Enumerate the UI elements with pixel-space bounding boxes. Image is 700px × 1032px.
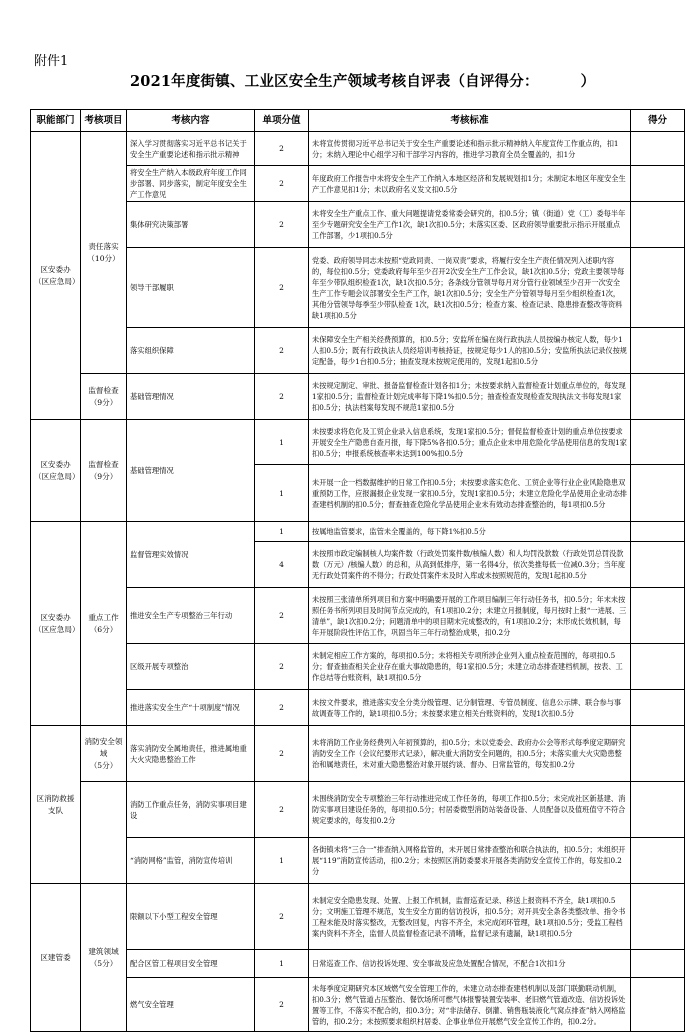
score-cell[interactable]	[631, 166, 685, 202]
dept-cell: 区安委办 （区应急局）	[31, 132, 81, 420]
table-row	[31, 644, 685, 690]
content-cell: 集体研究决策部署	[127, 202, 255, 248]
standard-cell: 未按照市政定编制核人均案件数（行政处罚案件数/核编人数）和人均罚没款数（行政处罚总罚没款数（万元）/核编人数）的总和，从高到低排序，第一名得4分，依次类推每低一位减0.3分；当年度无行政处罚案件的不得分；行政处罚案件未及时入库或未按照规范的，发现1起扣0.5分	[309, 542, 631, 588]
points-cell: 2	[255, 248, 309, 328]
content-cell: 深入学习贯彻落实习近平总书记关于安全生产重要论述和指示批示精神	[127, 132, 255, 166]
dept-cell: 区安委办 （区应急局）	[31, 420, 81, 522]
item-cell: 责任落实 （10分）	[81, 132, 127, 374]
content-cell: 基础管理情况	[127, 420, 255, 522]
score-cell[interactable]	[631, 884, 685, 950]
score-cell[interactable]	[631, 542, 685, 588]
table-row	[31, 884, 685, 950]
content-cell: 区级开展专项整治	[127, 644, 255, 690]
score-cell[interactable]	[631, 522, 685, 542]
standard-cell: 未将安全生产重点工作、重大问题提请党委常委会研究的，扣0.5分；镇（街道）党（工）委每半年至少专题研究安全生产工作1次，缺1次扣0.5分；未落实区委、区政府领导重要批示指示开展重点工作部署，少1项扣0.5分	[309, 202, 631, 248]
points-cell: 2	[255, 644, 309, 690]
standard-cell: 日常巡查工作、信访投诉处理、安全事故及应急处置配合情况，不配合1次扣1分	[309, 950, 631, 978]
dept-cell: 区消防救援支队	[31, 726, 81, 884]
points-cell: 2	[255, 588, 309, 644]
col-header-points: 单项分值	[255, 110, 309, 132]
points-cell: 2	[255, 202, 309, 248]
item-cell: 消防安全领域 （5分）	[81, 726, 127, 782]
table-row	[31, 202, 685, 248]
col-header-standard: 考核标准	[309, 110, 631, 132]
points-cell: 2	[255, 782, 309, 838]
standard-cell: 按属地监管要求，监管未全覆盖的，每下降1%扣0.5分	[309, 522, 631, 542]
table-row	[31, 374, 685, 420]
score-cell[interactable]	[631, 374, 685, 420]
content-cell: 燃气安全管理	[127, 978, 255, 1032]
standard-cell: 年度政府工作报告中未将安全生产工作纳入本地区经济和发展规划扣1分；未制定本地区年度安全生产工作意见扣1分；未以政府名义发文扣0.5分	[309, 166, 631, 202]
content-cell: “消防网格”监管，消防宣传培训	[127, 838, 255, 884]
points-cell: 2	[255, 884, 309, 950]
content-cell: 推进安全生产专项整治三年行动	[127, 588, 255, 644]
item-cell: 重点工作 （6分）	[81, 522, 127, 726]
standard-cell: 未按规定制定、审批、报备监督检查计划各扣1分；未按要求纳入监督检查计划重点单位的，每发现1家扣0.5分；监督检查计划完成率每下降1%扣0.5分；抽查检查发现检查发现执法文书每发现1家扣0.5分；执法档案每发现不规范1家扣0.5分	[309, 374, 631, 420]
score-cell[interactable]	[631, 690, 685, 726]
table-row	[31, 978, 685, 1032]
score-cell[interactable]	[631, 588, 685, 644]
col-header-item: 考核项目	[81, 110, 127, 132]
content-cell: 消防工作重点任务，消防实事项目建设	[127, 782, 255, 838]
attachment-label: 附件1	[34, 54, 69, 69]
item-cell: 监督检查 （9分）	[81, 374, 127, 420]
content-cell: 限额以下小型工程安全管理	[127, 884, 255, 950]
score-cell[interactable]	[631, 202, 685, 248]
item-cell-empty	[81, 782, 127, 884]
dept-cell: 区建管委	[31, 884, 81, 1032]
standard-cell: 党委、政府领导同志未按照“党政同责、一岗双责”要求，将履行安全生产责任情况列入述职内容的，每位扣0.5分；党委政府每年至少召开2次安全生产工作会议，缺1次扣0.5分；党政主要领导每年至少带队组织检查1次，缺1次扣0.5分；各条线分管领导每月对分管行业领域至少召开一次安全生产工作专题会议部署安全生产工作，缺1次扣0.5分；安全生产分管领导每月至少组织检查1次，其他分管领导每季至少带队检查 1次，缺1次扣0.5分；检查方案、检查记录、隐患排查整改等资料缺1项扣0.5分	[309, 248, 631, 328]
points-cell: 2	[255, 978, 309, 1032]
table-row	[31, 328, 685, 374]
points-cell: 2	[255, 726, 309, 782]
standard-cell: 未按要求将危化及工贸企业录入信息系统，发现1家扣0.5分；督促监督检查计划的重点单位按要求开展安全生产隐患自查月报，每下降5%各扣0.5分；重点企业未申用危险化学品使用信息的发现1家扣0.5分；申报系统核查率未达到100%扣0.5分	[309, 420, 631, 465]
score-cell[interactable]	[631, 950, 685, 978]
score-cell[interactable]	[631, 420, 685, 465]
table-row	[31, 420, 685, 465]
points-cell: 1	[255, 522, 309, 542]
col-header-content: 考核内容	[127, 110, 255, 132]
table-row	[31, 726, 685, 782]
table-row	[31, 248, 685, 328]
standard-cell: 未将消防工作业务经费列入年初预算的，扣0.5分；未以党委会、政府办公会等形式每季度定期研究消防安全工作（会议纪要形式记录），解决重大消防安全问题的，扣0.5分；未落实重大火灾隐患整治和属地责任，未对重大隐患整治对象开展约谈、督办、日常监管的，每发扣0.2分	[309, 726, 631, 782]
page-title: 2021年度街镇、工业区安全生产领域考核自评表（自评得分： ）	[130, 73, 596, 90]
content-cell: 领导干部履职	[127, 248, 255, 328]
score-cell[interactable]	[631, 644, 685, 690]
points-cell: 1	[255, 950, 309, 978]
content-cell: 配合区管工程项目安全管理	[127, 950, 255, 978]
standard-cell: 未开展一企一档数据维护的日常工作扣0.5分；未按要求落实危化、工贸企业等行业企业风险隐患双重预防工作，应报漏报企业发现一家扣0.5分，发现1家扣0.5分；未建立危险化学品使用企业动态排查建档机制的扣0.5分；督查抽查危险化学品使用企业未有效动态排查整治的，每1项扣0.5分	[309, 465, 631, 522]
points-cell: 1	[255, 420, 309, 465]
table-row	[31, 950, 685, 978]
standard-cell: 未按照三张清单所列项目和方案中明确要开展的工作项目编制三年行动任务书，扣0.5分；年末未按照任务书所列项目及时间节点完成的，有1项扣0.2分；未建立月报制度，每月按时上报“一进展、三清单”，缺1次扣0.2分；问题清单中的项目期末完成整改的，有1项扣0.2分；未形成长效机制，每年开展阶段性评估工作，巩固当年三年行动整治成果，扣0.2分	[309, 588, 631, 644]
table-row	[31, 782, 685, 838]
points-cell: 2	[255, 374, 309, 420]
item-cell: 监督检查 （9分）	[81, 420, 127, 522]
content-cell: 落实消防安全属地责任，推进属地重大火灾隐患整治工作	[127, 726, 255, 782]
points-cell: 2	[255, 166, 309, 202]
table-header-row	[31, 110, 685, 132]
table-row	[31, 588, 685, 644]
points-cell: 2	[255, 132, 309, 166]
content-cell: 推进落实安全生产“十项制度”情况	[127, 690, 255, 726]
standard-cell: 未制定安全隐患发现、处置、上报工作机制，监督巡查记录、移送上报资料不齐全，缺1项扣0.5分；文明施工管理不规范，发生安全方面的信访投诉，扣0.5分；对开具安全条各类整改单、指令书工程未能及时落实整改，无整改回复，内容不齐全，未完成闭环管理，缺1项扣0.5分；受监工程档案内资料不齐全，监督人员监督检查记录不清晰，监督记录有遗漏，缺1项扣0.5分	[309, 884, 631, 950]
assessment-table	[30, 109, 685, 1032]
score-cell[interactable]	[631, 782, 685, 838]
table-row	[31, 690, 685, 726]
col-header-score: 得分	[631, 110, 685, 132]
score-cell[interactable]	[631, 838, 685, 884]
content-cell: 基础管理情况	[127, 374, 255, 420]
col-header-dept: 职能部门	[31, 110, 81, 132]
points-cell: 1	[255, 838, 309, 884]
standard-cell: 未保障安全生产相关经费预算的，扣0.5分；安监所在编在岗行政执法人员按编办核定人数，每少1人扣0.5分；既有行政执法人员经培训考核持证，按规定每少1人的扣0.5分；安监所执法记录仪按规定配备，每少1台扣0.5分；抽查发现未按规定使用的，发现1起扣0.5分	[309, 328, 631, 374]
table-row	[31, 838, 685, 884]
score-cell[interactable]	[631, 465, 685, 522]
score-cell[interactable]	[631, 132, 685, 166]
standard-cell: 未制定相应工作方案的，每项扣0.5分；未将相关专项所涉企业列入重点检查范围的，每项扣0.5分；督查抽查相关企业存在重大事故隐患的，每1家扣0.5分；未建立动态排查建档机制，按表、工作总结等台账资料，缺1项扣0.5分	[309, 644, 631, 690]
content-cell: 将安全生产纳入本级政府年度工作同步部署、同步落实，制定年度安全生产工作意见	[127, 166, 255, 202]
score-cell[interactable]	[631, 726, 685, 782]
content-cell: 落实组织保障	[127, 328, 255, 374]
item-cell: 建筑领域 （5分）	[81, 884, 127, 1032]
points-cell: 1	[255, 465, 309, 522]
points-cell: 2	[255, 690, 309, 726]
standard-cell: 各街镇未将“三合一”排查纳入网格监管的，未开展日常排查整治和联合执法的，扣0.5分；未组织开展“119”消防宣传活动，扣0.2分；未按照区消防委要求开展各类消防安全宣传工作的，每发扣0.2分	[309, 838, 631, 884]
standard-cell: 未按文件要求，推进落实安全分类分级管理、记分制管理、专管员制度、信息公示牌、联合参与事故调查等工作的，缺1项扣0.5分；未按要求建立相关台账资料的，发现1次扣0.5分	[309, 690, 631, 726]
standard-cell: 未每季度定期研究本区域燃气安全管理工作的，未建立动态排查建档机制以及部门联勤联动机制，扣0.3分；燃气管道占压整治、餐饮场所可燃气体报警装置安装率、老旧燃气管道改造、信访投诉处置等工作，不落实不配合的，扣0.3分；对“非法储存、倒灌、销售瓶装液化气窝点排查”纳入网格监管的，扣0.2分；未按照要求组织村居委、企事业单位开展燃气安全宣传工作的，扣0.2分。	[309, 978, 631, 1032]
standard-cell: 未将宣传贯彻习近平总书记关于安全生产重要论述和指示批示精神纳入年度宣传工作重点的，扣1分；未纳入理论中心组学习和干部学习内容的，推进学习教育全员全覆盖的，扣1分	[309, 132, 631, 166]
standard-cell: 未围绕消防安全专项整治三年行动推进完成工作任务的，每项工作扣0.5分；未完成社区新基建、消防实事项目建设任务的，每项扣0.5分；村居委微型消防站装备设备、人员配备以及值班值守不符合规定要求的，每发扣0.2分	[309, 782, 631, 838]
table-row	[31, 522, 685, 542]
table-row	[31, 132, 685, 166]
points-cell: 2	[255, 328, 309, 374]
points-cell: 4	[255, 542, 309, 588]
score-cell[interactable]	[631, 328, 685, 374]
score-cell[interactable]	[631, 248, 685, 328]
table-row	[31, 166, 685, 202]
dept-cell: 区安委办 （区应急局）	[31, 522, 81, 726]
score-cell[interactable]	[631, 978, 685, 1032]
content-cell: 监督管理实效情况	[127, 522, 255, 588]
